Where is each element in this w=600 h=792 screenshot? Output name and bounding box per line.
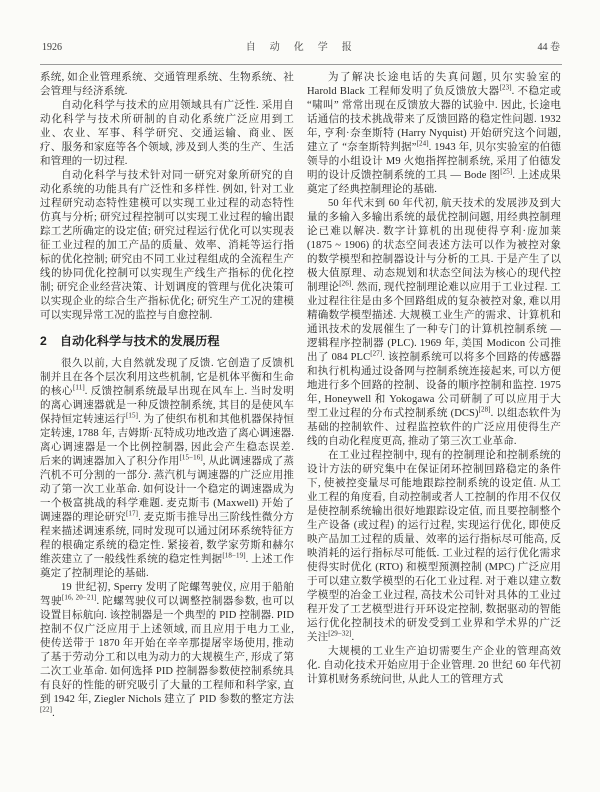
paragraph: 50 年代末到 60 年代初, 航天技术的发展涉及到大量的多输入多输出系统的最优控制问题, 用经典控制理论已难以解决. 数字计算机的出现使得亨利·庞加莱 (1875 ~ 1906) 的状态空间表述方法可以作为被控对象的数学模型和控制器设计与分析的工具. 于是产生了以极大值原理、动态规划和状态空间法为核心的现代控制理论[26]. 然而, 现代控制理论难以应用于工业过程. 工业过程往往是由多个回路组成的复杂被控对象, 难以用精确数学模型描述. 大规模工业生产的需求、计算机和通讯技术的发展催生了一种专门的计算机控制系统 — 逻辑程序控制器 (PLC). 1969 年, 美国 Modicon 公司推出了 084 PLC[27]. 该控制系统可以将多个回路的传感器和执行机构通过设备网与控制系统连接起来, 可以方便地进行多个回路的控制、设备的顺序控制和监控. 1975 年, Honeywell 和 Yokogawa 公司研制了可以应用于大型工业过程的分布式控制系统 (DCS)[28]. 以组态软件为基础的控制软件、过程监控软件的广泛应用使得生产线的自动化程度更高, 推动了第三次工业革命. (307, 198, 561, 447)
page-number: 1926 (42, 42, 62, 53)
paragraph: 自动化科学与技术的应用领域具有广泛性. 采用自动化科学与技术所研制的自动化系统广泛应用到工业、农业、军事、科学研究、交通运输、商业、医疗、服务和家庭等各个领域, 涉及到人类的生产、生活和管理的一切过程. (40, 100, 294, 167)
volume-label: 44 卷 (537, 42, 560, 53)
journal-title: 自 动 化 学 报 (245, 42, 354, 53)
paragraph-continuation: 系统, 如企业管理系统、交通管理系统、生物系统、社会管理与经济系统. (40, 72, 294, 97)
paragraph: 自动化科学与技术针对同一研究对象所研究的自动化系统的功能具有广泛性和多样性. 例如, 针对工业过程研究动态特性建模可以实现工业过程的动态特性仿真与分析; 研究过程控制可以实现工业过程的输出跟踪工艺所确定的设定值; 研究过程运行优化可以实现表征工业过程的加工产品的质量、效率、消耗等运行指标的优化控制; 研究由不同工业过程组成的全流程生产线的协同优化控制可以实现生产线生产指标的优化控制; 研究企业经营决策、计划调度的管理与优化决策可以实现企业的综合生产指标优化; 研究生产工况的建模可以实现异常工况的监控与自愈控制. (40, 170, 294, 321)
paragraph: 19 世纪初, Sperry 发明了陀螺驾驶仪, 应用于船舶驾驶[16, 20−21]. 陀螺驾驶仪可以调整控制器参数, 也可以设置目标航向. 该控制器是一个典型的 PID 控制器. PID 控制不仅广泛应用于上述领域, 而且应用于电力工业, 使传送带于 1870 年开始在辛辛那提屠宰场使用, 推动了基于劳动分工和以电为动力的大规模生产, 形成了第二次工业革命. 如何选择 PID 控制器参数使控制系统具有良好的性能的研究吸引了大量的工程师和科学家, 直到 1942 年, Ziegler Nichols 建立了 PID 参数的整定方法[22]. (40, 582, 295, 719)
right-column (307, 71, 561, 721)
header-rule (40, 64, 562, 65)
paragraph: 很久以前, 大自然就发现了反馈. 它创造了反馈机制并且在各个层次利用这些机制, 它是机体平衡和生命的核心[11]. 反馈控制系统最早出现在风车上. 当时发明的离心调速器就是一种反馈控制系统, 其目的是使风车保持恒定转速运行[15]. 为了使织布机和其他机器保持恒定转速, 1788 年, 吉姆斯·瓦特成功地改造了离心调速器. 离心调速器是一个比例控制器, 因此会产生稳态误差. 后来的调速器加入了积分作用[15−16], 从此调速器成了蒸汽机不可分割的一部分. 蒸汽机与调速器的广泛应用推动了第一次工业革命. 如何设计一个稳定的调速器成为一个极富挑战的科学难题. 麦克斯韦 (Maxwell) 开始了调速器的理论研究[17]. 麦克斯韦推导出三阶线性微分方程来描述调速系统, 同时发现可以通过闭环系统特征方程的根确定系统的稳定性. 紧接着, 数学家劳斯和赫尔维茨建立了一般线性系统的稳定性判据[18−19]. 上述工作奠定了控制理论的基础. (40, 358, 294, 579)
paragraph: 为了解决长途电话的失真问题, 贝尔实验室的 Harold Black 工程师发明了负反馈放大器[23]. 不稳定或 “啸叫” 常常出现在反馈放大器的试验中. 因此, 长途电话通信的技术挑战带来了反馈回路的稳定性问题. 1932 年, 亨利·奈奎斯特 (Harry Nyquist) 开始研究这个问题, 建立了 “奈奎斯特判据”[24]. 1943 年, 贝尔实验室的伯德领导的小组设计 M9 火炮指挥控制系统, 采用了伯德发明的设计反馈控制系统的工具 — Bode 图[25]. 上述成果奠定了经典控制理论的基础. (307, 72, 561, 195)
paragraph: 大规模的工业生产迫切需要生产企业的管理高效化. 自动化技术开始应用于企业管理. 20 世纪 60 年代初计算机财务系统问世, 从此人工的管理方式 (307, 646, 561, 685)
left-column (40, 71, 294, 721)
running-header (40, 42, 562, 53)
section-number: 2 (40, 334, 47, 348)
section-title: 自动化科学与技术的发展历程 (59, 334, 220, 348)
paragraph: 在工业过程控制中, 现有的控制理论和控制系统的设计方法的研究集中在保证闭环控制回路稳定的条件下, 使被控变量尽可能地跟踪控制系统的设定值. 从工业工程的角度看, 自动控制或者人工控制的作用不仅仅是使控制系统输出很好地跟踪设定值, 而且要控制整个生产设备 (或过程) 的运行过程, 实现运行优化, 即使反映产品加工过程的质量、效率的运行指标尽可能高, 反映消耗的运行指标尽可能低. 工业过程的运行优化需求使得实时优化 (RTO) 和模型预测控制 (MPC) 广泛应用于可以建立数学模型的石化工业过程. 对于难以建立数学模型的冶金工业过程, 高技术公司针对具体的工业过程开发了工艺模型进行开环设定控制, 数据驱动的智能运行优化控制技术的研发受到工业界和学术界的广泛关注[29−32]. (307, 450, 561, 643)
section-heading (40, 333, 294, 349)
page-body (40, 71, 562, 721)
